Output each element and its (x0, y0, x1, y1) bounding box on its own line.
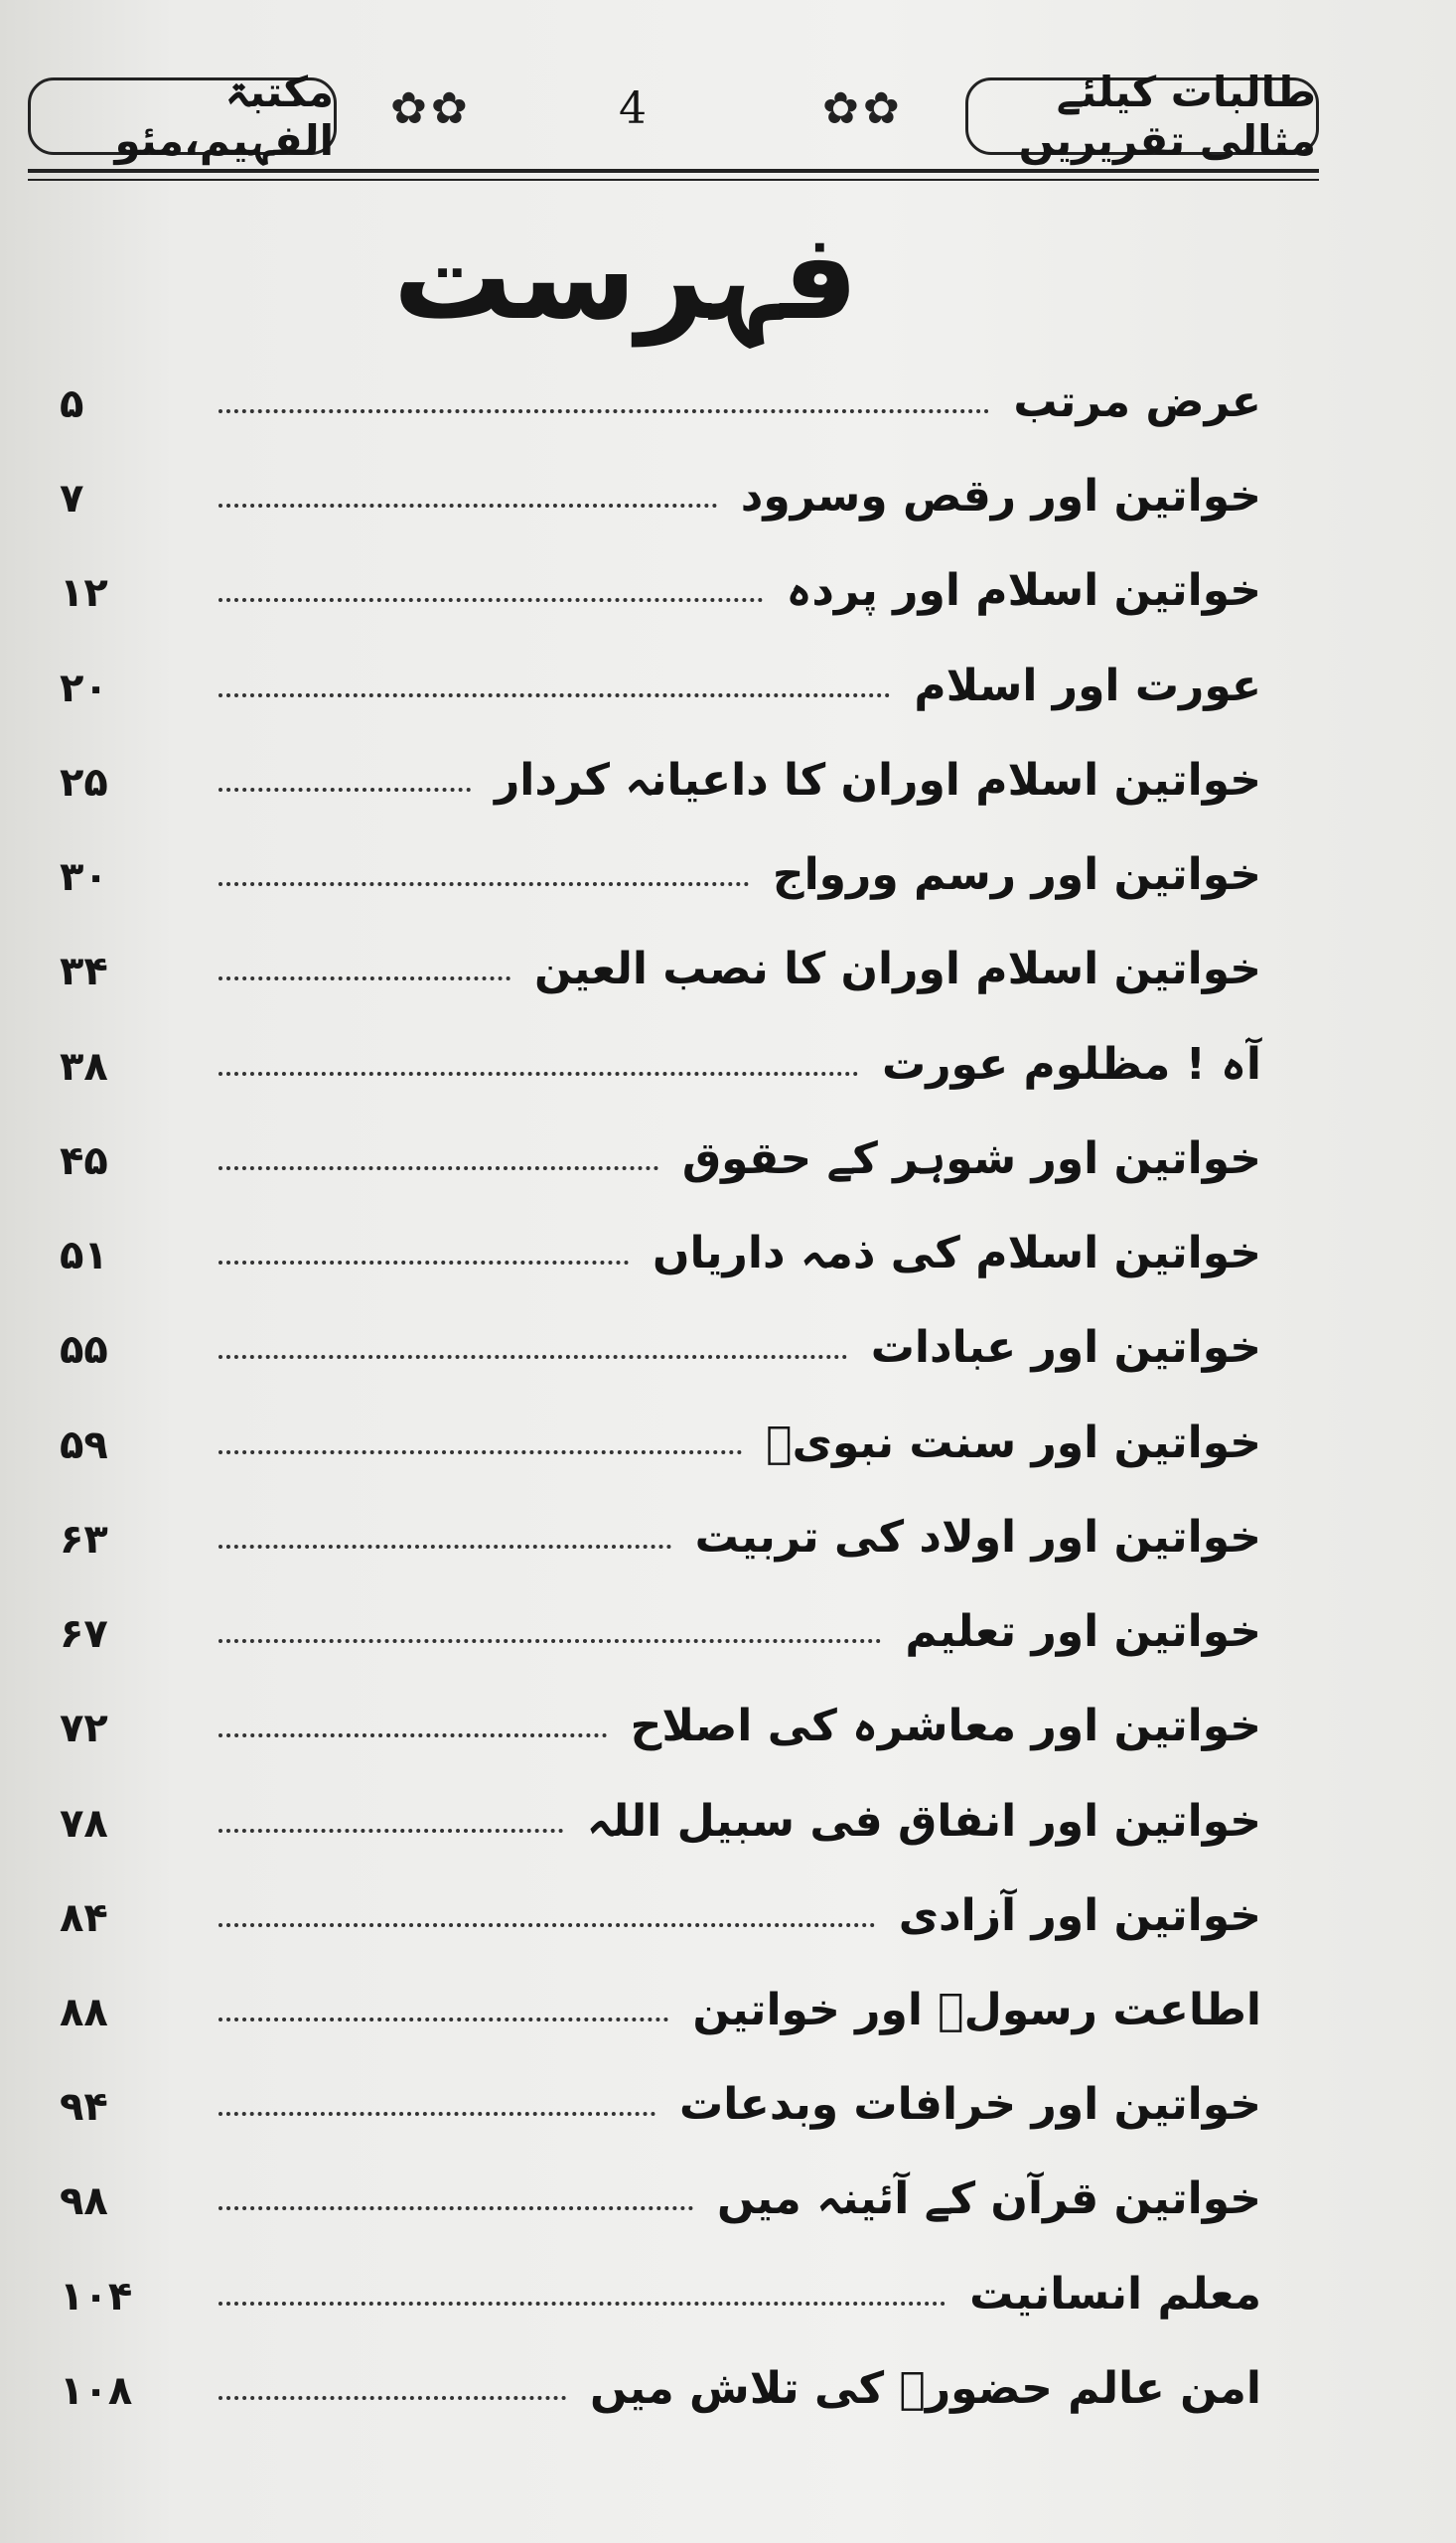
dot-leader (218, 1261, 629, 1265)
toc-entry-page: ۳۰ (60, 854, 108, 901)
toc-entry (20, 726, 1261, 806)
toc-entry (20, 2334, 1261, 2414)
toc-entry (20, 442, 1261, 522)
dot-leader (218, 882, 749, 886)
toc-entry-page: ۷۲ (60, 1706, 108, 1752)
toc-entry-page: ۲۰ (60, 665, 108, 711)
dot-leader (218, 2112, 655, 2116)
toc-entry (20, 1483, 1261, 1563)
dot-leader (218, 693, 890, 697)
ornament-left-icon: ✿✿ (390, 83, 472, 134)
toc-entry-page: ۸۴ (60, 1894, 108, 1941)
toc-entry-title: خواتین اور خرافات وبدعات (679, 2079, 1261, 2131)
dot-leader (218, 1450, 742, 1454)
toc-entry (20, 1199, 1261, 1278)
toc-entry-page: ۶۷ (60, 1611, 108, 1658)
toc-entry-title: خواتین اور عبادات (870, 1322, 1261, 1374)
toc-entry-title: خواتین اور آزادی (898, 1889, 1261, 1941)
toc-entry-title: خواتین اور تعلیم (905, 1606, 1261, 1658)
toc-entry-title: خواتین اسلام اوران کا نصب العین (533, 944, 1261, 995)
toc-entry-page: ۹۴ (60, 2084, 108, 2131)
header-rule-thick (28, 169, 1319, 173)
dot-leader (218, 2396, 566, 2400)
dot-leader (218, 1639, 881, 1643)
toc-entry-page: ۵۹ (60, 1421, 108, 1468)
toc-entry (20, 1293, 1261, 1373)
toc-entry-title: عورت اور اسلام (914, 660, 1261, 711)
toc-entry-title: خواتین اسلام اوران کا داعیانہ کردار (494, 754, 1261, 806)
toc-entry (20, 1010, 1261, 1090)
toc-entry (20, 632, 1261, 711)
dot-leader (218, 504, 717, 508)
toc-entry-title: عرض مرتب (1013, 376, 1261, 427)
dot-leader (218, 1733, 607, 1737)
dot-leader (218, 2206, 693, 2210)
toc-entry-title: خواتین اور رقص وسرود (740, 471, 1261, 523)
toc-entry-page: ۱۲ (60, 570, 108, 617)
dot-leader (218, 788, 471, 792)
running-header (28, 70, 1319, 179)
toc-entry-page: ۴۵ (60, 1137, 108, 1184)
toc-entry-page: ۷۸ (60, 1800, 108, 1847)
toc-entry-title: خواتین اسلام اور پردہ (786, 565, 1261, 617)
ornament-right-icon: ✿✿ (822, 83, 904, 134)
toc-entry-title: خواتین اور رسم ورواج (772, 849, 1261, 901)
toc-entry (20, 2240, 1261, 2319)
header-rule-thin (28, 179, 1319, 181)
dot-leader (218, 409, 989, 413)
toc-entry-page: ۸۸ (60, 1989, 108, 2035)
toc-entry-page: ۲۵ (60, 759, 108, 806)
dot-leader (218, 1545, 671, 1549)
toc-entry (20, 1862, 1261, 1941)
page-title: فہرست (392, 209, 859, 347)
toc-entry (20, 915, 1261, 994)
toc-entry-page: ۵ (60, 381, 84, 427)
toc-entry (20, 1105, 1261, 1184)
toc-entry (20, 1577, 1261, 1657)
dot-leader (218, 2302, 946, 2306)
dot-leader (218, 1166, 658, 1170)
dot-leader (218, 598, 763, 602)
toc-entry-title: خواتین قرآن کے آئینہ میں (716, 2173, 1261, 2225)
toc-entry-page: ۹۸ (60, 2178, 108, 2225)
toc-entry (20, 821, 1261, 900)
toc-entry-title: خواتین اسلام کی ذمہ داریاں (652, 1228, 1261, 1279)
toc-entry-page: ۵۵ (60, 1327, 108, 1374)
dot-leader (218, 2018, 668, 2021)
dot-leader (218, 1355, 847, 1359)
toc-entry (20, 1672, 1261, 1751)
dot-leader (218, 1923, 875, 1927)
toc-entry-page: ۳۸ (60, 1043, 108, 1090)
dot-leader (218, 1072, 858, 1076)
toc-entry-title: خواتین اور سنت نبویؐ (766, 1417, 1261, 1468)
toc-entry (20, 1956, 1261, 2035)
book-title-box: طالبات کیلئے مثالی تقریریں (965, 77, 1319, 155)
toc-entry-page: ۳۴ (60, 949, 108, 995)
toc-entry (20, 2050, 1261, 2130)
toc-entry (20, 1767, 1261, 1847)
page-number: 4 (619, 83, 647, 134)
toc-entry-page: ۱۰۴ (60, 2273, 133, 2319)
dot-leader (218, 1829, 563, 1833)
toc-entry-title: خواتین اور معاشرہ کی اصلاح (630, 1701, 1261, 1752)
toc-entry-page: ۶۳ (60, 1516, 108, 1563)
toc-entry-page: ۷ (60, 476, 84, 523)
toc-entry-title: خواتین اور انفاق فی سبیل اللہ (586, 1795, 1261, 1847)
publisher-box: مکتبۃ الفہیم،مئو (28, 77, 337, 155)
toc-entry (20, 348, 1261, 427)
toc-entry (20, 1389, 1261, 1468)
toc-entry-title: معلم انسانیت (969, 2268, 1261, 2319)
toc-entry (20, 536, 1261, 616)
toc-entry-title: آہ ! مظلوم عورت (882, 1038, 1261, 1090)
toc-entry-title: خواتین اور اولاد کی تربیت (694, 1511, 1261, 1563)
toc-entry-title: خواتین اور شوہر کے حقوق (681, 1132, 1261, 1184)
toc-entry-title: اطاعت رسولؐ اور خواتین (692, 1984, 1261, 2035)
toc-entry-title: امن عالم حضورؐ کی تلاش میں (589, 2362, 1261, 2414)
dot-leader (218, 976, 510, 980)
toc-entry-page: ۵۱ (60, 1233, 108, 1279)
toc-entry (20, 2145, 1261, 2224)
table-of-contents (20, 348, 1261, 2414)
toc-entry-page: ۱۰۸ (60, 2367, 133, 2414)
